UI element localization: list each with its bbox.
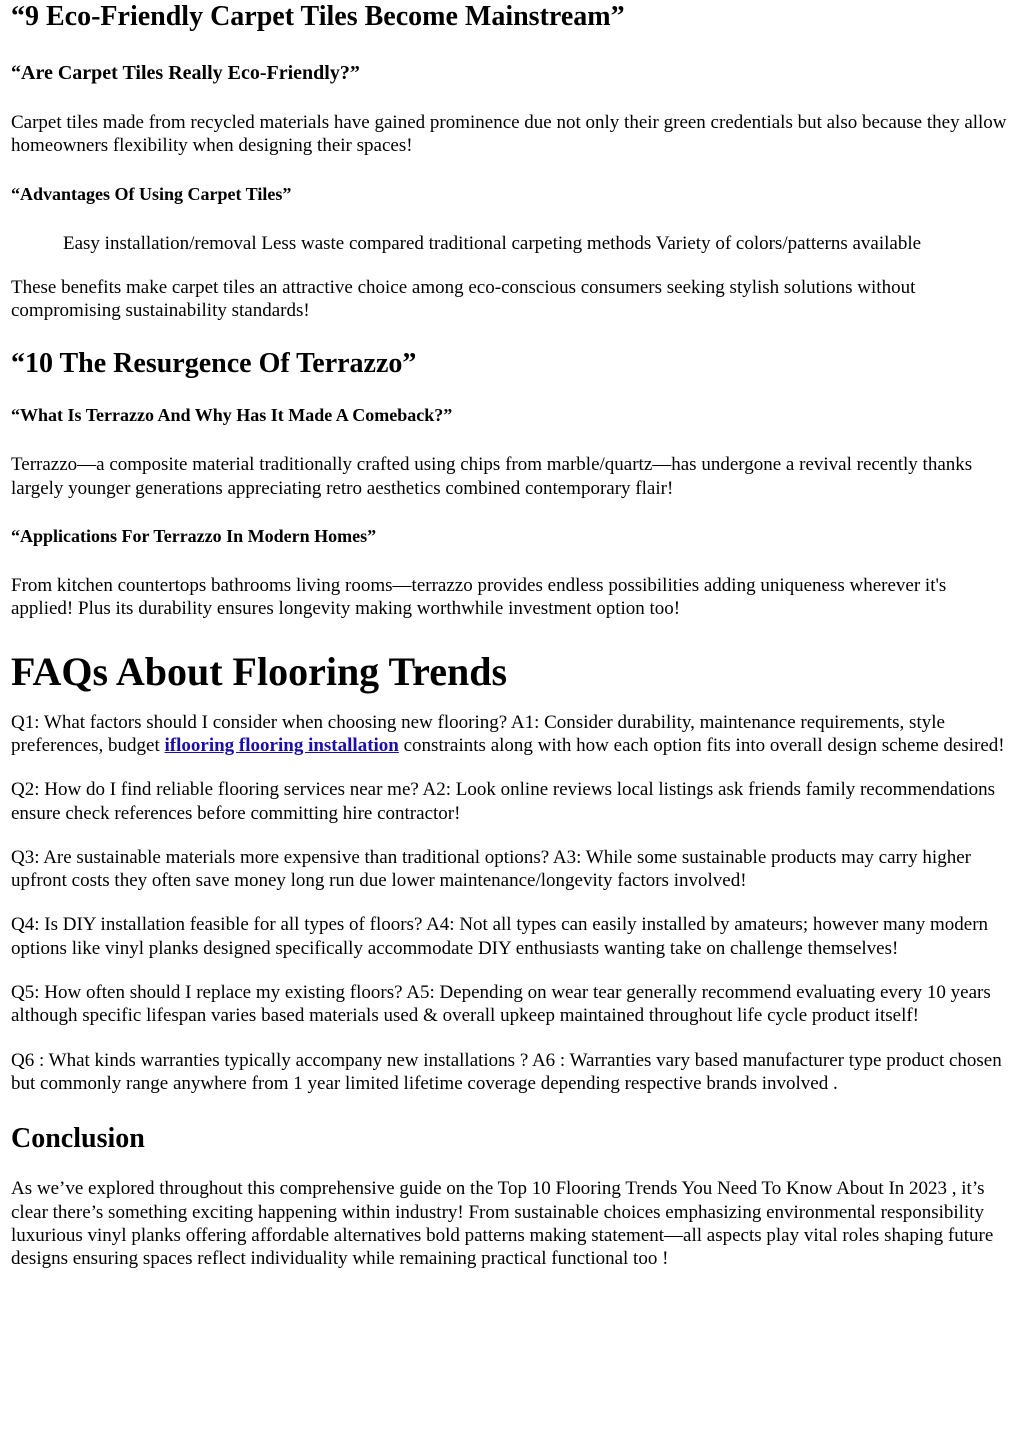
heading-terrazzo: “10 The Resurgence Of Terrazzo” bbox=[11, 348, 417, 380]
heading-faqs: FAQs About Flooring Trends bbox=[11, 648, 508, 694]
faq-item-2: Q2: How do I find reliable flooring services near me? A2: Look online reviews local listings ask friends family recommendations ensure check references before committing hire contractor! bbox=[11, 779, 996, 824]
faq-item-3: Q3: Are sustainable materials more expensive than traditional options? A3: While some sustainable products may carry higher upfront costs they often save money long run due lower maintenance/longevity factors involved! bbox=[11, 846, 971, 892]
paragraph-advantages-summary: These benefits make carpet tiles an attractive choice among eco-conscious consumers seeking stylish solutions without compromising sustainability standards! bbox=[11, 276, 916, 322]
subheading-advantages: “Advantages Of Using Carpet Tiles” bbox=[11, 183, 292, 204]
faq-item-4: Q4: Is DIY installation feasible for all types of floors? A4: Not all types can easily installed by amateurs; however many modern options like vinyl planks designed specifically accommodate DIY enthusiasts wanting take on challenge themselves! bbox=[11, 914, 989, 959]
paragraph-advantages-list: Easy installation/removal Less waste compared traditional carpeting methods Variety of colors/patterns available bbox=[63, 232, 922, 254]
heading-eco-carpet-tiles: “9 Eco-Friendly Carpet Tiles Become Mainstream” bbox=[11, 1, 625, 32]
paragraph-eco: Carpet tiles made from recycled materials have gained prominence due not only their green credentials but also because they allow homeowners flexibility when designing their spaces! bbox=[11, 112, 1007, 157]
paragraph-terrazzo-applications: From kitchen countertops bathrooms living rooms—terrazzo provides endless possibilities adding uniqueness wherever it's applied! Plus its durability ensures longevity making worthwhile investment option too! bbox=[11, 575, 947, 620]
subheading-terrazzo-question: “What Is Terrazzo And Why Has It Made A Comeback?” bbox=[11, 405, 453, 426]
faq-item-6: Q6 : What kinds warranties typically accompany new installations ? A6 : Warranties vary based manufacturer type product chosen but commonly range anywhere from 1 year limited lifetime coverage depending respective brands involved . bbox=[11, 1049, 1002, 1094]
paragraph-conclusion: As we’ve explored throughout this comprehensive guide on the Top 10 Flooring Trends You Need To Know About In 2023 , it’s clear there’s something exciting happening within industry! From sustainable choices emphasizing environmental responsibility luxurious vinyl planks offering affordable alternatives bold patterns making statement—all aspects play vital roles shaping future designs ensuring spaces reflect individuality while remaining practical functional too ! bbox=[11, 1178, 994, 1270]
flooring-installation-link[interactable]: iflooring flooring installation bbox=[164, 734, 399, 756]
faq-item-1 bbox=[11, 711, 1013, 758]
subheading-terrazzo-applications: “Applications For Terrazzo In Modern Homes” bbox=[11, 526, 377, 547]
subheading-eco-question: “Are Carpet Tiles Really Eco-Friendly?” bbox=[11, 62, 360, 84]
faq-1-text-after: constraints along with how each option fits into overall design scheme desired! bbox=[398, 734, 1005, 756]
faq-1-text-before: Q1: What factors should I consider when choosing new flooring? A1: Consider durability, maintenance requirements, style preferences, budget bbox=[11, 711, 945, 756]
paragraph-terrazzo: Terrazzo—a composite material traditionally crafted using chips from marble/quartz—has undergone a revival recently thanks largely younger generations appreciating retro aesthetics combined contemporary flair! bbox=[11, 454, 973, 499]
faq-item-5: Q5: How often should I replace my existing floors? A5: Depending on wear tear generally recommend evaluating every 10 years although specific lifespan varies based materials used & overall upkeep maintained throughout life cycle product itself! bbox=[11, 982, 991, 1027]
heading-conclusion: Conclusion bbox=[11, 1123, 145, 1155]
